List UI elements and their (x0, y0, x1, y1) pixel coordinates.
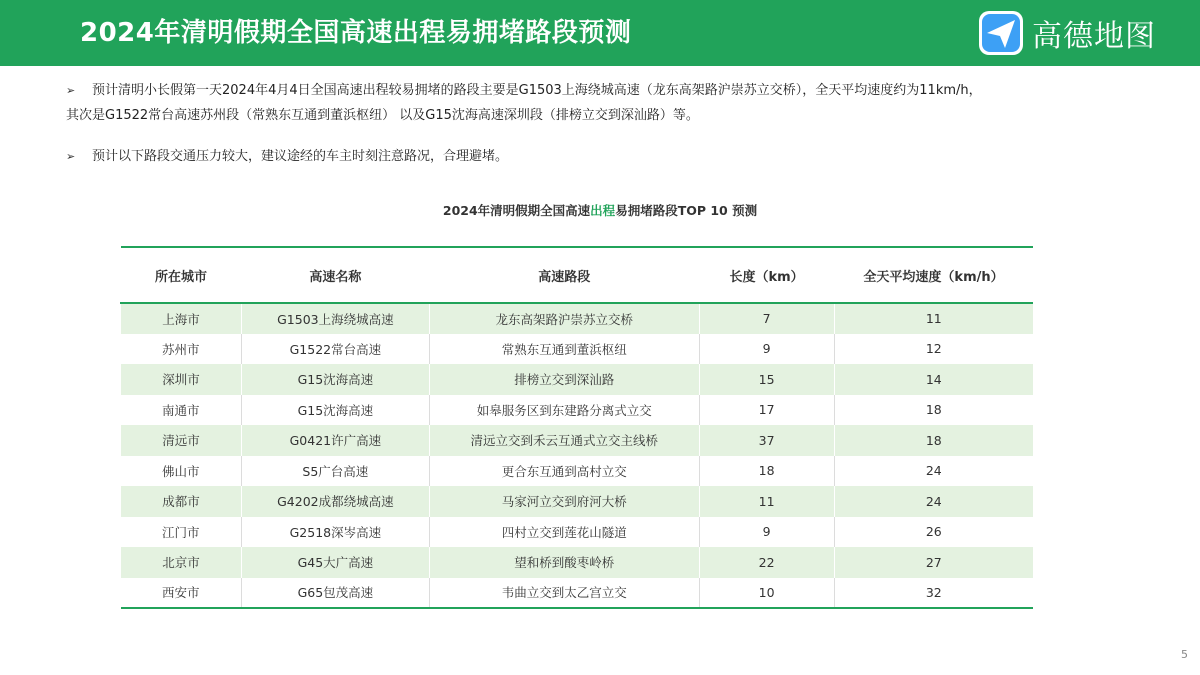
slide-header (0, 0, 1200, 66)
column-header-length: 长度（km） (699, 247, 834, 303)
cell-city: 成都市 (121, 486, 242, 517)
cell-speed: 18 (834, 425, 1033, 456)
column-header-speed: 全天平均速度（km/h） (834, 247, 1033, 303)
cell-city: 清远市 (121, 425, 242, 456)
cell-highway: G2518深岑高速 (241, 517, 429, 548)
cell-city: 苏州市 (121, 334, 242, 365)
cell-speed: 14 (834, 364, 1033, 395)
cell-length: 17 (699, 395, 834, 426)
cell-speed: 26 (834, 517, 1033, 548)
slide-title: 2024年清明假期全国高速出程易拥堵路段预测 (80, 18, 632, 48)
cell-length: 37 (699, 425, 834, 456)
cell-length: 18 (699, 456, 834, 487)
cell-speed: 24 (834, 456, 1033, 487)
cell-section: 四村立交到莲花山隧道 (429, 517, 699, 548)
table-title-highlight: 出程 (590, 203, 616, 218)
cell-highway: G45大广高速 (241, 547, 429, 578)
cell-speed: 12 (834, 334, 1033, 365)
cell-length: 7 (699, 303, 834, 334)
cell-section: 韦曲立交到太乙宫立交 (429, 578, 699, 609)
cell-highway: G4202成都绕城高速 (241, 486, 429, 517)
table-title-part: 2024年清明假期全国高速 (442, 203, 591, 218)
cell-section: 龙东高架路沪崇苏立交桥 (429, 303, 699, 334)
cell-length: 9 (699, 334, 834, 365)
table-header-row (121, 247, 1034, 303)
cell-length: 9 (699, 517, 834, 548)
table-row (121, 364, 1034, 395)
bullet-text-line: 其次是G1522常台高速苏州段（常熟东互通到董浜枢纽） 以及G15沈海高速深圳段（排榜立交到深汕路）等。 (66, 108, 699, 123)
cell-length: 11 (699, 486, 834, 517)
page-number: 5 (1181, 648, 1188, 661)
table-row (121, 425, 1034, 456)
table-row (121, 578, 1034, 609)
column-header-highway: 高速名称 (241, 247, 429, 303)
bullet-item (66, 78, 1146, 128)
bullet-text-line: 预计清明小长假第一天2024年4月4日全国高速出程较易拥堵的路段主要是G1503上海绕城高速（龙东高架路沪崇苏立交桥），全天平均速度约为11km/h， (92, 83, 982, 98)
cell-highway: G15沈海高速 (241, 395, 429, 426)
table-row (121, 547, 1034, 578)
table-row (121, 303, 1034, 334)
cell-speed: 24 (834, 486, 1033, 517)
table-row (121, 395, 1034, 426)
column-header-city: 所在城市 (121, 247, 242, 303)
logo-text: 高德地图 (1032, 19, 1156, 54)
cell-city: 上海市 (121, 303, 242, 334)
cell-section: 常熟东互通到董浜枢纽 (429, 334, 699, 365)
cell-speed: 11 (834, 303, 1033, 334)
cell-section: 望和桥到酸枣岭桥 (429, 547, 699, 578)
cell-highway: G1522常台高速 (241, 334, 429, 365)
cell-city: 北京市 (121, 547, 242, 578)
cell-highway: G0421许广高速 (241, 425, 429, 456)
cell-length: 22 (699, 547, 834, 578)
cell-city: 南通市 (121, 395, 242, 426)
cell-city: 佛山市 (121, 456, 242, 487)
cell-highway: G65包茂高速 (241, 578, 429, 609)
cell-highway: G15沈海高速 (241, 364, 429, 395)
cell-section: 如皋服务区到东建路分离式立交 (429, 395, 699, 426)
cell-city: 江门市 (121, 517, 242, 548)
cell-highway: G1503上海绕城高速 (241, 303, 429, 334)
cell-section: 排榜立交到深汕路 (429, 364, 699, 395)
bullet-item (66, 144, 1146, 169)
arrow-bullet-icon: ➢ (66, 150, 76, 163)
cell-length: 15 (699, 364, 834, 395)
cell-city: 深圳市 (121, 364, 242, 395)
cell-highway: S5广台高速 (241, 456, 429, 487)
bullet-text-line: 预计以下路段交通压力较大，建议途经的车主时刻注意路况，合理避堵。 (92, 149, 509, 164)
cell-city: 西安市 (121, 578, 242, 609)
table-row (121, 486, 1034, 517)
arrow-bullet-icon: ➢ (66, 84, 76, 97)
table-title-part: 易拥堵路段TOP 10 预测 (615, 203, 758, 218)
table-row (121, 517, 1034, 548)
table-row (121, 334, 1034, 365)
amap-logo (978, 10, 1156, 56)
cell-length: 10 (699, 578, 834, 609)
table-title (0, 201, 1200, 219)
cell-section: 清远立交到禾云互通式立交主线桥 (429, 425, 699, 456)
cell-speed: 32 (834, 578, 1033, 609)
summary-bullets (66, 78, 1146, 169)
column-header-section: 高速路段 (429, 247, 699, 303)
cell-speed: 18 (834, 395, 1033, 426)
congestion-table (120, 246, 1033, 609)
cell-section: 更合东互通到高村立交 (429, 456, 699, 487)
table-row (121, 456, 1034, 487)
cell-section: 马家河立交到府河大桥 (429, 486, 699, 517)
cell-speed: 27 (834, 547, 1033, 578)
navigation-arrow-icon (978, 10, 1024, 56)
